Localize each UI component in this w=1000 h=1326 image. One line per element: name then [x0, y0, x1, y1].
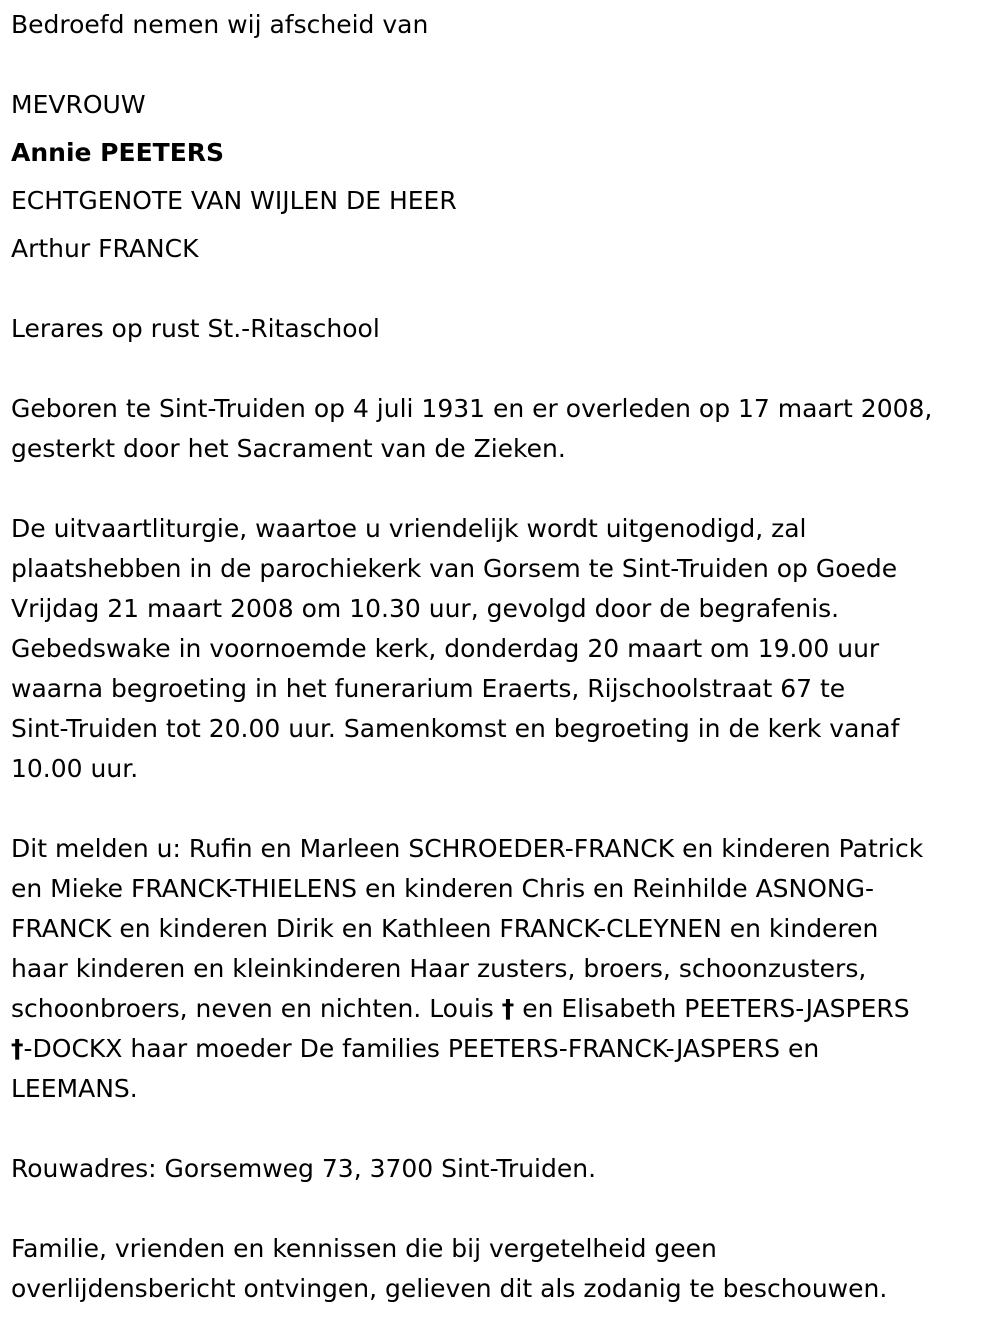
funeral-line: Vrijdag 21 maart 2008 om 10.30 uur, gevolgd door de begrafenis. [11, 594, 840, 623]
spouse-name: Arthur FRANCK [11, 234, 199, 263]
family-line: Dit melden u: Rufin en Marleen SCHROEDER-FRANCK en kinderen Patrick [11, 834, 924, 863]
birth-death-paragraph [11, 389, 986, 469]
salutation: MEVROUW [11, 90, 146, 119]
obituary-document [11, 5, 986, 1309]
intro-text: Bedroefd nemen wij afscheid van [11, 10, 429, 39]
closing-line: Familie, vrienden en kennissen die bij vergetelheid geen [11, 1234, 717, 1263]
funeral-line: 10.00 uur. [11, 754, 139, 783]
birth-death-line: gesterkt door het Sacrament van de Zieken. [11, 434, 566, 463]
family-line [11, 1029, 986, 1069]
family-line: haar kinderen en kleinkinderen Haar zusters, broers, schoonzusters, [11, 954, 867, 983]
funeral-line: Gebedswake in voornoemde kerk, donderdag 20 maart om 19.00 uur [11, 634, 880, 663]
closing-paragraph [11, 1229, 986, 1309]
family-line: FRANCK en kinderen Dirik en Kathleen FRANCK-CLEYNEN en kinderen [11, 914, 879, 943]
occupation: Lerares op rust St.-Ritaschool [11, 314, 380, 343]
funeral-line: De uitvaartliturgie, waartoe u vriendelijk wordt uitgenodigd, zal [11, 514, 807, 543]
spouse-label: ECHTGENOTE VAN WIJLEN DE HEER [11, 186, 457, 215]
funeral-paragraph [11, 509, 986, 789]
closing-line: overlijdensbericht ontvingen, gelieven dit als zodanig te beschouwen. [11, 1274, 888, 1303]
birth-death-line: Geboren te Sint-Truiden op 4 juli 1931 en er overleden op 17 maart 2008, [11, 394, 933, 423]
deceased-name: Annie PEETERS [11, 138, 225, 167]
funeral-line: Sint-Truiden tot 20.00 uur. Samenkomst en begroeting in de kerk vanaf [11, 714, 900, 743]
mourning-address: Rouwadres: Gorsemweg 73, 3700 Sint-Truiden. [11, 1154, 597, 1183]
funeral-line: waarna begroeting in het funerarium Eraerts, Rijschoolstraat 67 te [11, 674, 846, 703]
cross-icon: † [501, 994, 515, 1023]
cross-icon: † [11, 1034, 24, 1063]
family-text: -DOCKX haar moeder De families PEETERS-FRANCK-JASPERS en [23, 1034, 820, 1063]
family-line: en Mieke FRANCK-THIELENS en kinderen Chris en Reinhilde ASNONG- [11, 874, 875, 903]
family-text: en Elisabeth PEETERS-JASPERS [514, 994, 910, 1023]
family-line: LEEMANS. [11, 1074, 138, 1103]
family-line [11, 989, 986, 1029]
family-paragraph [11, 829, 986, 1109]
family-text: schoonbroers, neven en nichten. Louis [11, 994, 502, 1023]
funeral-line: plaatshebben in de parochiekerk van Gorsem te Sint-Truiden op Goede [11, 554, 898, 583]
